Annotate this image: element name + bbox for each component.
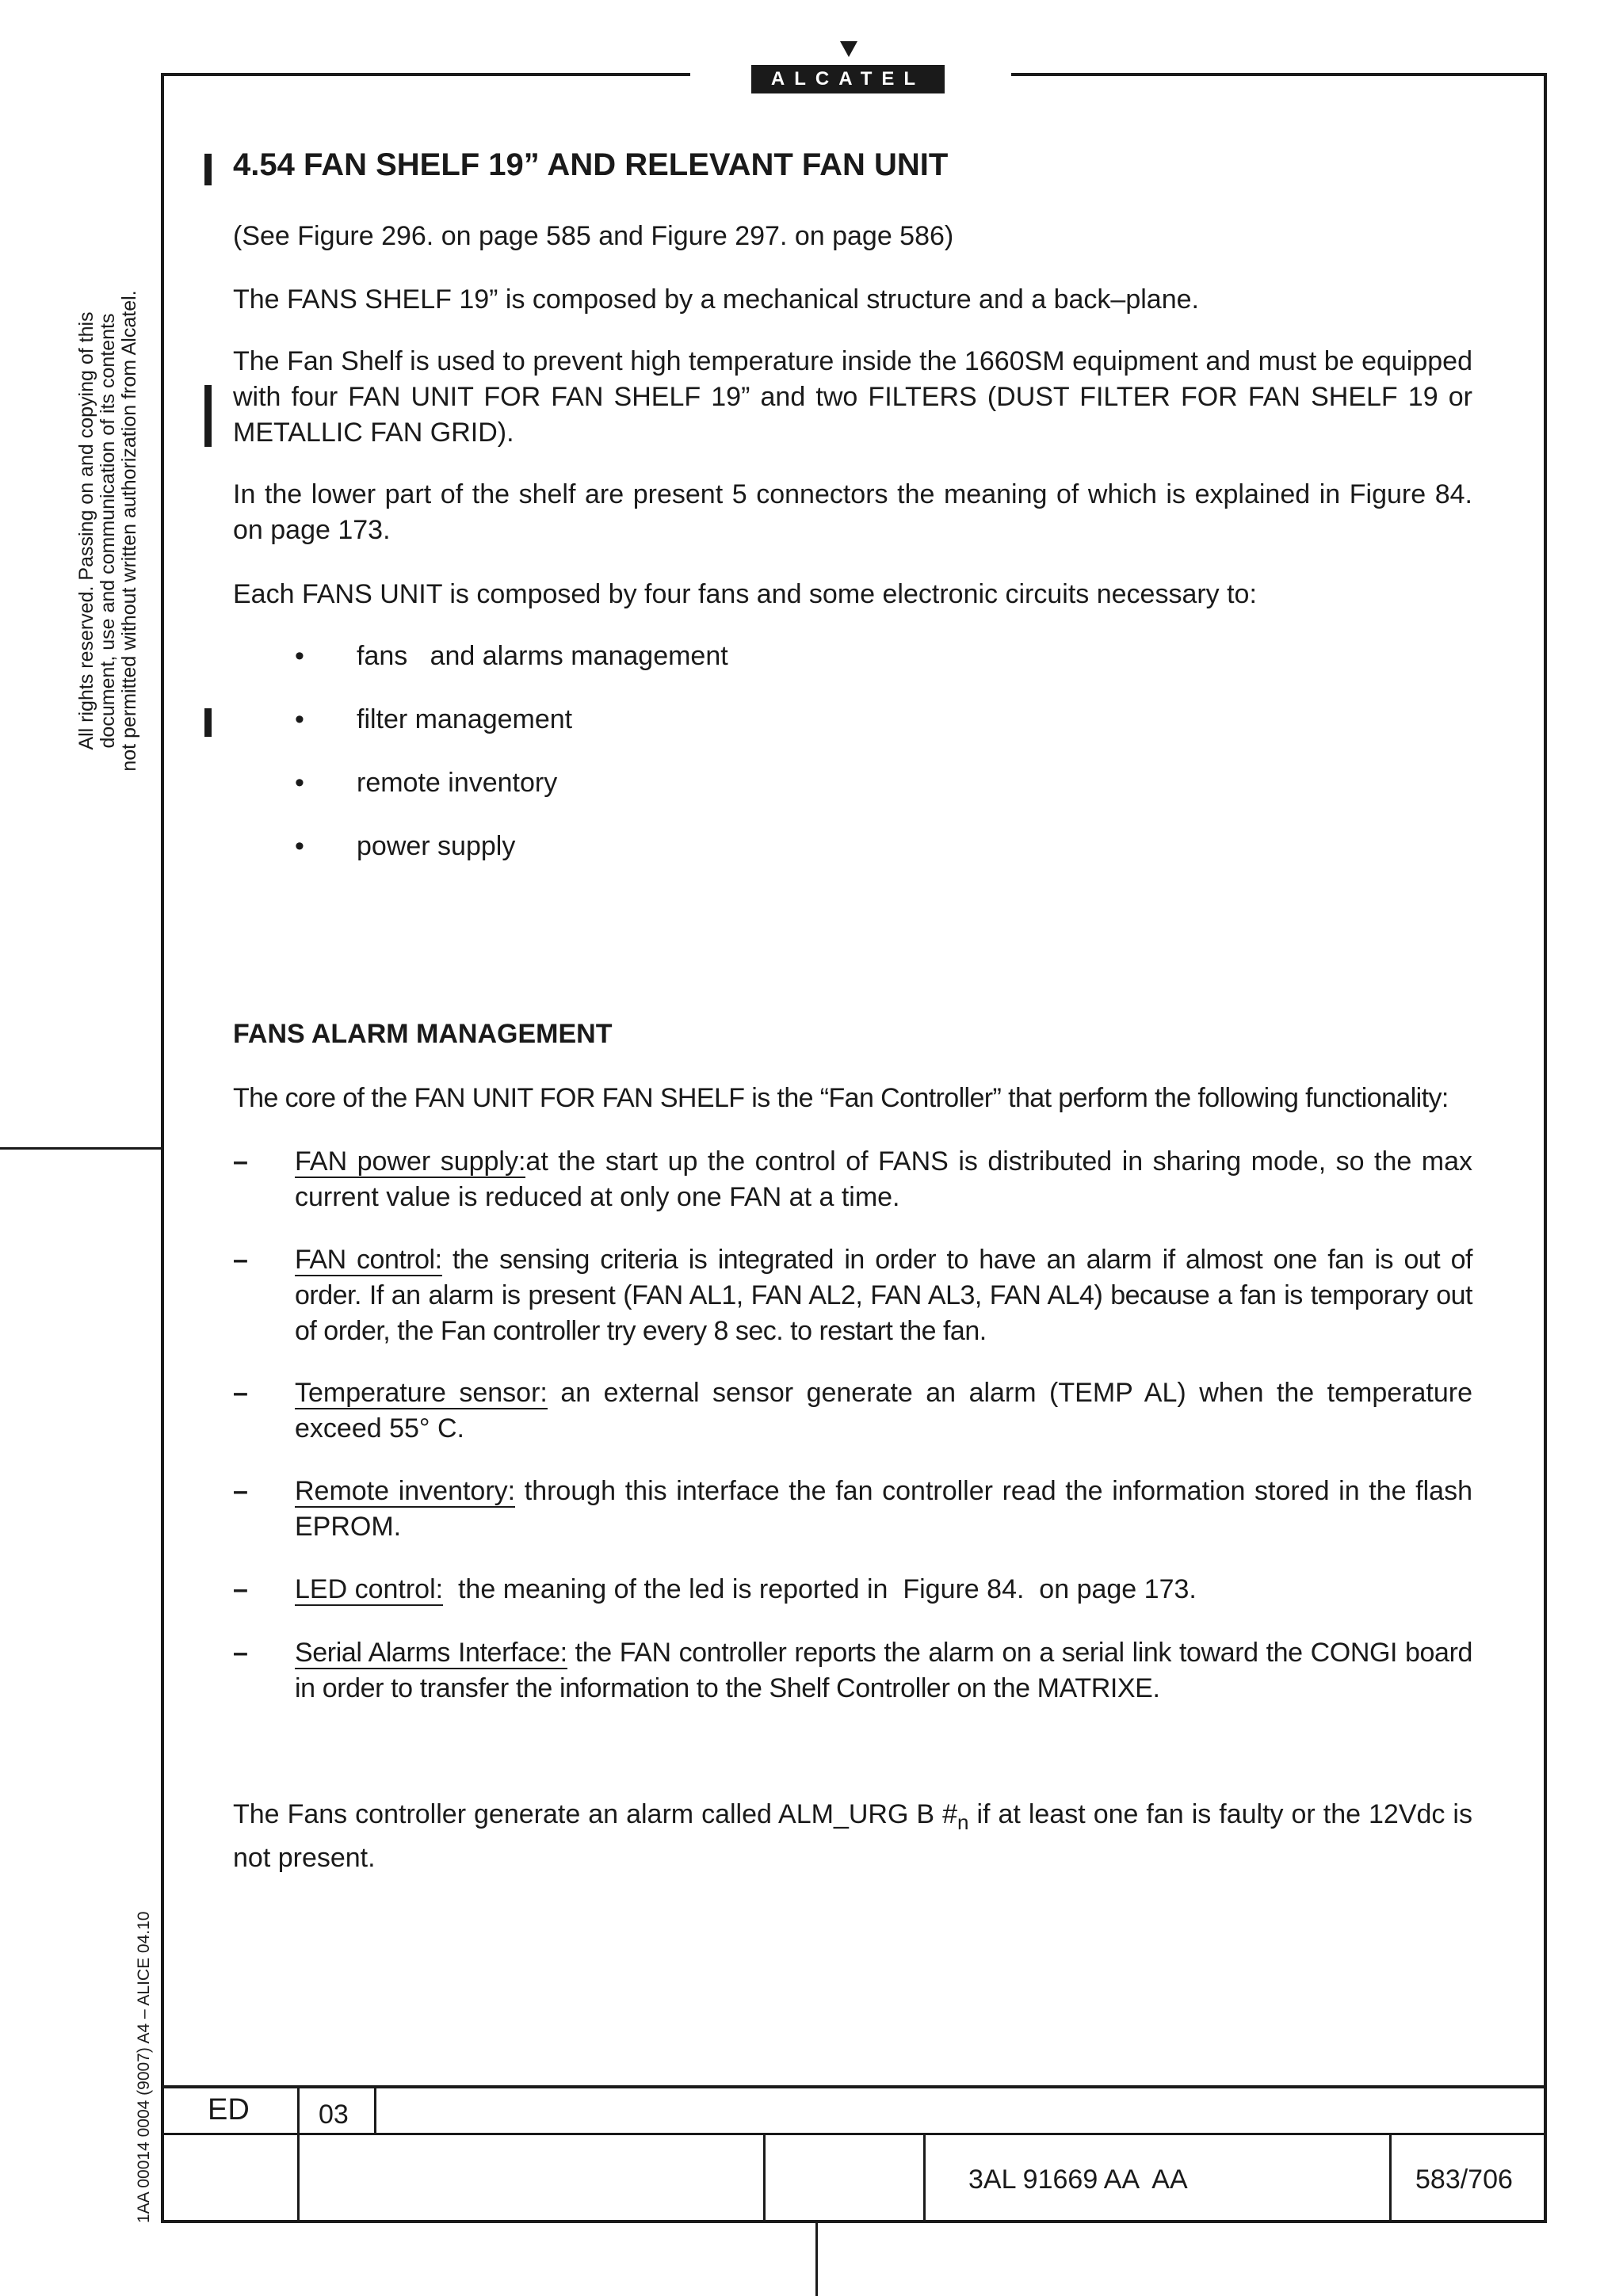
section-title: 4.54 FAN SHELF 19” AND RELEVANT FAN UNIT (233, 147, 949, 182)
bullet-icon: • (295, 768, 304, 798)
frame-top-right (1011, 73, 1547, 76)
dash-marker: – (233, 1245, 248, 1275)
page-number: 583/706 (1415, 2164, 1513, 2195)
frame-bottom (161, 2220, 1547, 2223)
bullet-item: power supply (357, 831, 516, 861)
dash-marker: – (233, 1638, 248, 1668)
footer-top-rule (161, 2085, 1547, 2088)
function-item (295, 1572, 1472, 1608)
bullet-icon: • (295, 704, 304, 734)
closing-text-b: if at least one fan is faulty or the 12Vdc is not present. (233, 1799, 1472, 1873)
bullet-icon: • (295, 831, 304, 861)
alcatel-logo: ALCATEL (751, 65, 945, 93)
document-code: 3AL 91669 AA AA (968, 2164, 1188, 2195)
revision-bar (204, 385, 212, 447)
footer-divider (763, 2133, 766, 2223)
function-label: Temperature sensor: (295, 1378, 548, 1408)
rights-line-2: document, use and communication of its contents (97, 313, 119, 749)
function-label: Remote inventory: (295, 1476, 516, 1506)
function-text: at the start up the control of FANS is distributed in sharing mode, so the max current value is reduced at only one FAN at a time. (295, 1146, 1472, 1212)
function-item (295, 1474, 1472, 1545)
rights-line-3: not permitted without written authorization from Alcatel. (118, 290, 140, 772)
function-item (295, 1375, 1472, 1447)
function-label: LED control: (295, 1574, 444, 1604)
closing-paragraph (233, 1797, 1472, 1876)
ed-label: ED (208, 2093, 250, 2126)
revision-bar (204, 708, 212, 737)
rights-line-1: All rights reserved. Passing on and copying of this (75, 311, 97, 750)
revision-bar (204, 154, 212, 185)
dash-marker: – (233, 1378, 248, 1408)
function-item (295, 1242, 1472, 1349)
function-item (295, 1144, 1472, 1215)
function-label: FAN control: (295, 1245, 442, 1275)
paragraph-1: The FANS SHELF 19” is composed by a mechanical structure and a back–plane. (233, 284, 1199, 315)
closing-subscript: n (957, 1810, 969, 1834)
rights-notice (76, 277, 140, 784)
bullet-item: remote inventory (357, 768, 558, 798)
paragraph-3: In the lower part of the shelf are present 5 connectors the meaning of which is explained in Figure 84. on page 173. (233, 479, 1472, 545)
bullet-item: fans and alarms management (357, 641, 728, 671)
function-text: the meaning of the led is reported in Figure 84. on page 173. (443, 1574, 1197, 1604)
ed-value: 03 (319, 2100, 349, 2130)
function-text: the FAN controller reports the alarm on a serial link toward the CONGI board in order to transfer the information to the Shelf Controller on the MATRIXE. (295, 1638, 1472, 1703)
alarm-intro: The core of the FAN UNIT FOR FAN SHELF is the “Fan Controller” that perform the following functionality: (233, 1083, 1449, 1113)
center-mark (815, 2223, 818, 2296)
footer-mid-rule (161, 2133, 1547, 2135)
paragraph-4: Each FANS UNIT is composed by four fans and some electronic circuits necessary to: (233, 579, 1257, 609)
fold-mark (0, 1147, 161, 1150)
function-text: an external sensor generate an alarm (TEMP AL) when the temperature exceed 55° C. (295, 1378, 1473, 1444)
subsection-heading: FANS ALARM MANAGEMENT (233, 1019, 613, 1049)
function-item (295, 1635, 1472, 1707)
paragraph-2: The Fan Shelf is used to prevent high temperature inside the 1660SM equipment and must be equipped with four FAN UNIT FOR FAN SHELF 19” and two FILTERS (DUST FILTER FOR FAN SHELF 19 or METALLIC FAN GRID). (233, 346, 1472, 448)
frame-left (161, 73, 164, 2223)
logo-triangle-icon (840, 41, 857, 57)
dash-marker: – (233, 1146, 248, 1177)
form-code: 1AA 00014 0004 (9007) A4 – ALICE 04.10 (135, 1911, 153, 2223)
frame-right (1544, 73, 1547, 2223)
footer-divider (297, 2085, 300, 2223)
dash-marker: – (233, 1476, 248, 1506)
frame-top-left (161, 73, 690, 76)
footer-divider (1389, 2133, 1392, 2223)
function-text: through this interface the fan controller read the information stored in the flash EPROM. (295, 1476, 1473, 1542)
see-reference: (See Figure 296. on page 585 and Figure 297. on page 586) (233, 221, 954, 251)
function-label: FAN power supply: (295, 1146, 526, 1177)
bullet-icon: • (295, 641, 304, 671)
closing-text-a: The Fans controller generate an alarm called ALM_URG B # (233, 1799, 958, 1829)
footer-divider (374, 2085, 376, 2134)
dash-marker: – (233, 1574, 248, 1604)
bullet-item: filter management (357, 704, 573, 734)
footer-divider (923, 2133, 926, 2223)
function-label: Serial Alarms Interface: (295, 1638, 567, 1668)
function-text: the sensing criteria is integrated in order to have an alarm if almost one fan is out of order. If an alarm is present (FAN AL1, FAN AL2, FAN AL3, FAN AL4) because a fan is temporary out of order, the Fan controller try every 8 sec. to restart the fan. (295, 1245, 1472, 1346)
